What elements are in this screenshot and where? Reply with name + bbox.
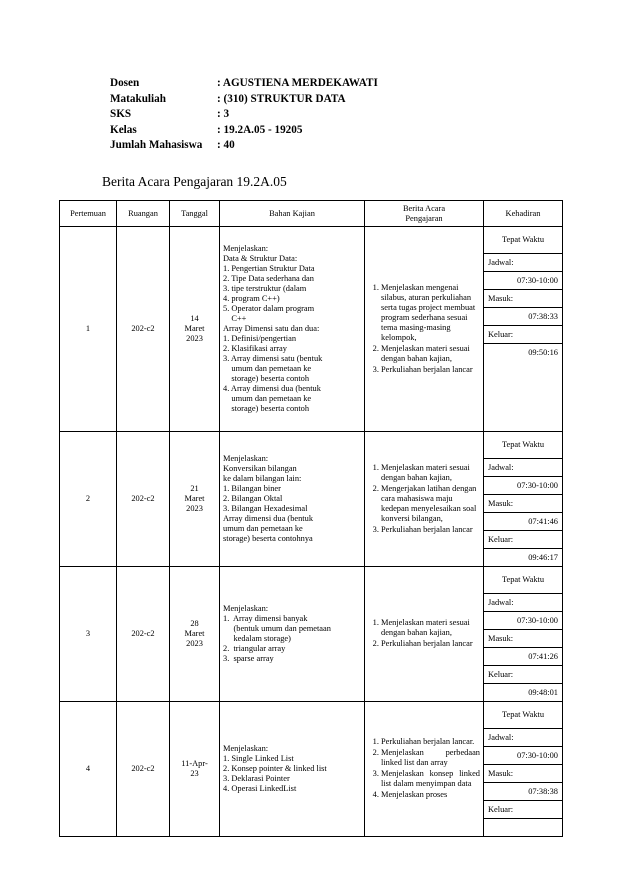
info-key: Matakuliah [110,92,166,105]
cell-pertemuan: 2 [60,432,117,567]
keluar-label: Keluar: [484,801,562,819]
kehadiran-row [484,666,562,684]
status-badge: Tepat Waktu [484,227,562,254]
berita-acara-list-wrap [365,461,483,538]
list-item: 1. Perkuliahan berjalan lancar. [381,737,480,747]
jadwal-value: 07:30-10:00 [484,747,562,765]
list-item: 3. Perkuliahan berjalan lancar [381,525,480,535]
masuk-label: Masuk: [484,290,562,308]
berita-acara-list [368,618,480,649]
kehadiran-row [484,495,562,513]
tanggal-line: 23 [190,769,199,778]
header-ruangan: Ruangan [117,201,170,227]
cell-tanggal [170,227,220,432]
masuk-value: 07:38:33 [484,308,562,326]
bahan-line: 5. Operator dalam program [223,304,315,313]
bahan-line: 2. triangular array [223,644,286,653]
kehadiran-detail [484,567,562,701]
bahan-kajian-text [220,602,364,666]
cell-bahan-kajian [220,567,365,702]
bahan-line: 2. Konsep pointer & linked list [223,764,327,773]
kehadiran-row [484,594,562,612]
status-badge: Tepat Waktu [484,567,562,594]
header-berita [365,201,484,227]
list-item: 3. Perkuliahan berjalan lancar [381,365,480,375]
table-row [60,432,563,567]
bahan-line: Menjelaskan: [223,604,269,613]
list-item: 2. Menjelaskan materi sesuai dengan bahan kajian, [381,344,480,364]
bahan-line: Array Dimensi satu dan dua: [223,324,320,333]
masuk-value: 07:41:26 [484,648,562,666]
info-value: : (310) STRUKTUR DATA [217,92,346,105]
jadwal-value: 07:30-10:00 [484,272,562,290]
bahan-line: umum dan pemetaan ke [223,394,312,403]
bahan-line: Konversikan bilangan [223,464,297,473]
status-badge: Tepat Waktu [484,432,562,459]
keluar-value: 09:46:17 [528,552,558,562]
bahan-line: 3. Deklarasi Pointer [223,774,290,783]
tanggal-line: 11-Apr- [181,759,208,768]
jadwal-value: 07:30-10:00 [484,612,562,630]
tanggal-line: Maret [184,324,205,333]
info-row-jumlah [110,138,378,154]
list-item: 1. Menjelaskan materi sesuai dengan bahan kajian, [381,463,480,483]
cell-bahan-kajian [220,432,365,567]
jadwal-label: Jadwal: [484,254,562,272]
bahan-line: 1. Array dimensi banyak [223,614,308,623]
header-pertemuan: Pertemuan [60,201,117,227]
cell-tanggal [170,432,220,567]
bahan-line: kedalam storage) [223,634,291,643]
kehadiran-row [484,765,562,783]
bahan-line: 3. sparse array [223,654,274,663]
bahan-line: Menjelaskan: [223,454,269,463]
info-key: Kelas [110,123,137,136]
list-item: 2. Perkuliahan berjalan lancar [381,639,480,649]
bahan-line: 1. Bilangan biner [223,484,281,493]
kehadiran-row [484,432,562,459]
keluar-value: 09:50:16 [528,347,558,357]
kehadiran-row [484,630,562,648]
kehadiran-row [484,513,562,531]
keluar-value: 09:48:01 [528,687,558,697]
list-item: 2. Mengerjakan latihan dengan cara mahasiswa maju kedepan menyelesaikan soal konversi bilangan, [381,484,480,524]
kehadiran-row [484,783,562,801]
keluar-value [484,819,562,837]
cell-ruangan: 202-c2 [117,432,170,567]
kehadiran-row [484,648,562,666]
bahan-line: umum dan pemetaan ke [223,524,303,533]
bahan-line: ke dalam bilangan lain: [223,474,302,483]
cell-tanggal [170,567,220,702]
bahan-line: Array dimensi dua (bentuk [223,514,314,523]
kehadiran-row [484,702,562,729]
info-row-dosen [110,76,378,92]
jadwal-value: 07:30-10:00 [484,477,562,495]
kehadiran-row [484,567,562,594]
tanggal-line: 28 [190,619,199,628]
info-key: Jumlah Mahasiswa [110,139,203,151]
cell-pertemuan: 3 [60,567,117,702]
berita-acara-list-wrap [365,281,483,378]
masuk-label: Masuk: [484,630,562,648]
info-key: SKS [110,108,132,120]
masuk-value: 07:41:46 [484,513,562,531]
cell-ruangan: 202-c2 [117,702,170,837]
berita-acara-list [368,283,480,375]
bahan-line: 2. Tipe Data sederhana dan [223,274,314,283]
bahan-kajian-text [220,452,364,546]
kehadiran-row [484,801,562,819]
keluar-label: Keluar: [484,666,562,684]
tanggal-line: 2023 [186,639,203,648]
bahan-line: 3. Array dimensi satu (bentuk [223,354,323,363]
header-berita-line: Berita Acara [402,203,446,213]
cell-kehadiran [484,227,563,432]
page-title: Berita Acara Pengajaran 19.2A.05 [102,174,287,189]
bahan-line: 3. tipe terstruktur (dalam [223,284,307,293]
cell-ruangan: 202-c2 [117,567,170,702]
bahan-line: 4. Operasi LinkedList [223,784,297,793]
kehadiran-row [484,747,562,765]
bahan-line: 4. Array dimensi dua (bentuk [223,384,321,393]
cell-bahan-kajian [220,227,365,432]
masuk-label: Masuk: [484,495,562,513]
tanggal-line: 2023 [186,334,203,343]
kehadiran-row [484,326,562,344]
course-info [110,76,378,154]
bahan-line: storage) beserta contoh [223,404,310,413]
bahan-line: 1. Definisi/pengertian [223,334,297,343]
list-item: 2. Menjelaskan perbedaan linked list dan array [381,748,480,768]
kehadiran-row [484,549,562,567]
kehadiran-row [484,290,562,308]
status-badge: Tepat Waktu [484,702,562,729]
table-row [60,702,563,837]
cell-kehadiran [484,567,563,702]
jadwal-label: Jadwal: [484,594,562,612]
kehadiran-row [484,684,562,702]
cell-berita-acara [365,567,484,702]
kehadiran-row [484,612,562,630]
cell-kehadiran [484,702,563,837]
table-header-row [60,201,563,227]
bahan-line: storage) beserta contoh [223,374,310,383]
kehadiran-row [484,459,562,477]
header-kehadiran: Kehadiran [484,201,563,227]
tanggal-line: Maret [184,494,205,503]
info-key: Dosen [110,77,140,89]
info-value: : AGUSTIENA MERDEKAWATI [217,77,378,89]
jadwal-label: Jadwal: [484,729,562,747]
berita-acara-list [368,463,480,535]
kehadiran-row [484,729,562,747]
teaching-record-table [59,200,563,837]
list-item: 4. Menjelaskan proses [381,790,480,800]
bahan-kajian-text [220,742,364,796]
cell-pertemuan: 4 [60,702,117,837]
cell-berita-acara [365,702,484,837]
list-item: 3. Menjelaskan konsep linked list dalam menyimpan data [381,769,480,789]
tanggal-line: 21 [190,484,199,493]
bahan-line: 1. Pengertian Struktur Data [223,264,315,273]
info-row-kelas [110,123,378,139]
bahan-kajian-text [220,242,364,416]
tanggal-line: 14 [190,314,199,323]
keluar-label: Keluar: [484,326,562,344]
cell-kehadiran [484,432,563,567]
kehadiran-detail [484,702,562,836]
bahan-line: umum dan pemetaan ke [223,364,312,373]
info-value: : 40 [217,139,235,151]
cell-berita-acara [365,227,484,432]
info-row-matakuliah [110,92,378,108]
list-item: 1. Menjelaskan materi sesuai dengan bahan kajian, [381,618,480,638]
bahan-line: 2. Bilangan Oktal [223,494,283,503]
bahan-line: Data & Struktur Data: [223,254,298,263]
jadwal-label: Jadwal: [484,459,562,477]
keluar-label: Keluar: [484,531,562,549]
cell-berita-acara [365,432,484,567]
cell-bahan-kajian [220,702,365,837]
kehadiran-row [484,477,562,495]
bahan-line: C++ [223,314,247,323]
berita-acara-list [368,737,480,800]
cell-tanggal [170,702,220,837]
header-bahan: Bahan Kajian [220,201,365,227]
tanggal-line: 2023 [186,504,203,513]
header-berita-line: Pengajaran [405,213,443,223]
header-tanggal: Tanggal [170,201,220,227]
bahan-line: 2. Klasifikasi array [223,344,287,353]
table-row [60,227,563,432]
table-row [60,567,563,702]
info-row-sks [110,107,378,123]
kehadiran-detail [484,432,562,566]
bahan-line: Menjelaskan: [223,244,269,253]
kehadiran-row [484,819,562,837]
bahan-line: (bentuk umum dan pemetaan [223,624,331,633]
bahan-line: 1. Single Linked List [223,754,294,763]
kehadiran-row [484,308,562,326]
masuk-label: Masuk: [484,765,562,783]
kehadiran-detail [484,227,562,361]
info-value: : 19.2A.05 - 19205 [217,123,303,136]
kehadiran-row [484,272,562,290]
kehadiran-row [484,254,562,272]
bahan-line: 3. Bilangan Hexadesimal [223,504,308,513]
list-item: 1. Menjelaskan mengenai silabus, aturan perkuliahan serta tugas project membuat program sederhana sesuai tema masing-masing kelompok, [381,283,480,343]
bahan-line: 4. program C++) [223,294,280,303]
bahan-line: storage) beserta contohnya [223,534,313,543]
cell-ruangan: 202-c2 [117,227,170,432]
bahan-line: Menjelaskan: [223,744,269,753]
masuk-value: 07:38:38 [484,783,562,801]
info-value: : 3 [217,108,230,120]
berita-acara-list-wrap [365,735,483,803]
kehadiran-row [484,227,562,254]
berita-acara-list-wrap [365,616,483,652]
cell-pertemuan: 1 [60,227,117,432]
kehadiran-row [484,531,562,549]
tanggal-line: Maret [184,629,205,638]
kehadiran-row [484,344,562,362]
